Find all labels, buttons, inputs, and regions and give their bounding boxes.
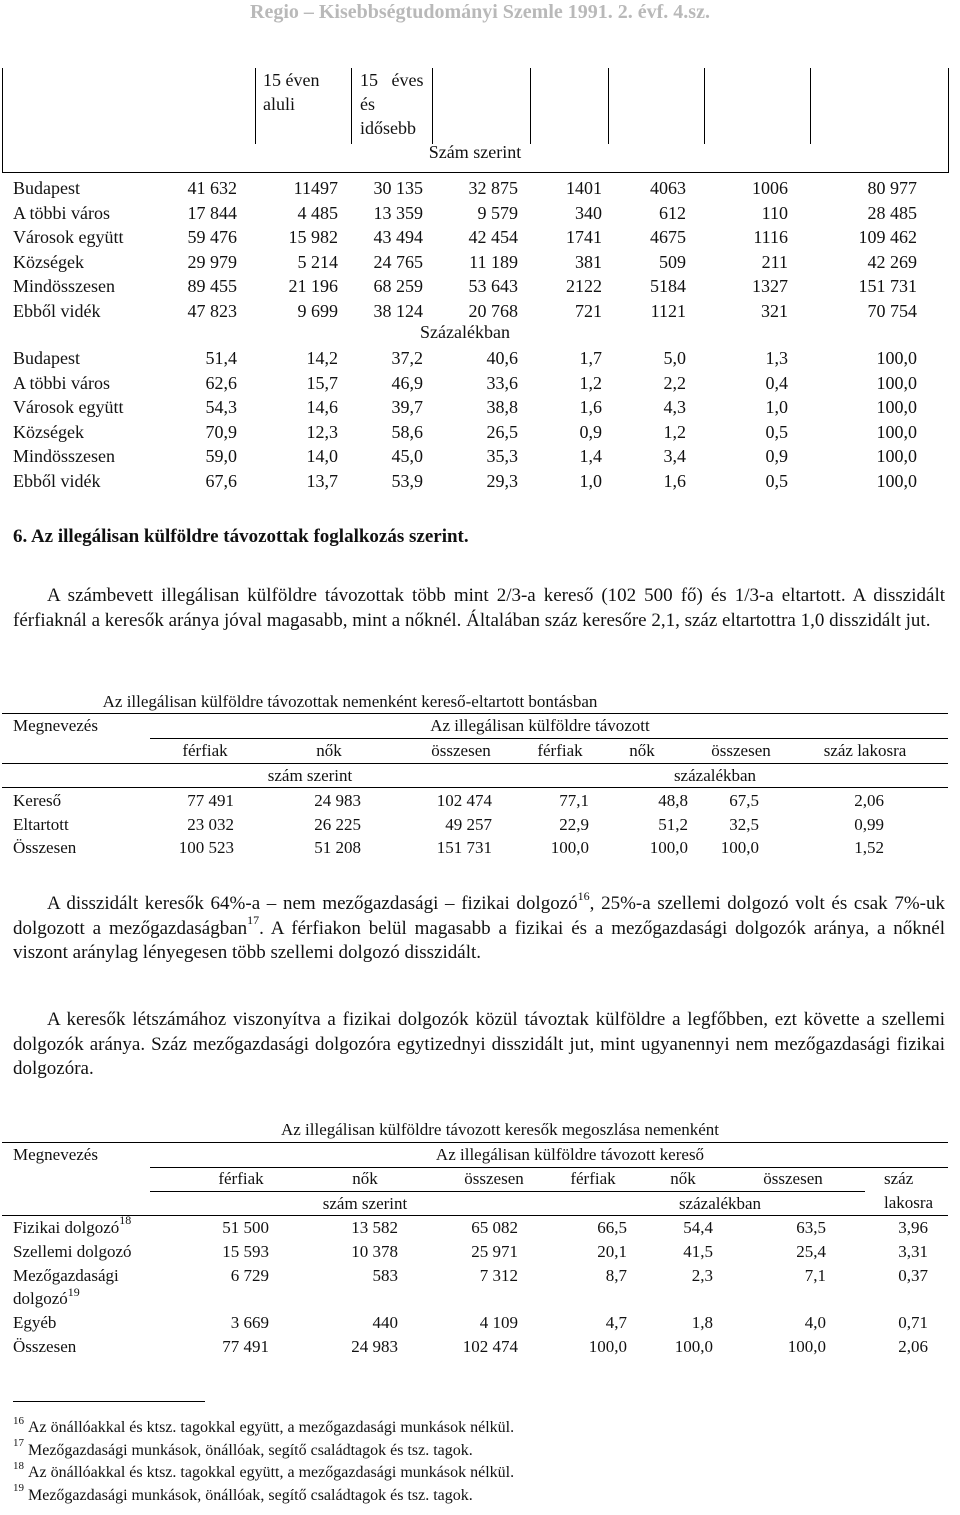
section-6-title: 6. Az illegálisan külföldre távozottak foglalkozás szerint. [13,526,469,547]
t3-cell: 0,37 [898,1265,928,1285]
t3-subhead: nők [670,1169,696,1188]
t1-cell: 1,2 [663,421,686,442]
t3-caption: Az illegálisan külföldre távozott keresők megoszlása nemenként [280,1120,720,1139]
footnote-text: Az önállóakkal és ktsz. tagokkal együtt, a mezőgazdasági munkások nélkül. [28,1464,515,1481]
t1-cell: 32 875 [468,178,518,198]
paragraph-1 [13,584,945,633]
t1-cell: 68 259 [373,276,423,297]
t1-cell: 14,6 [306,397,338,418]
t2-row-label: Kereső [13,791,62,810]
t1-cell: 29,3 [486,471,518,491]
footnote-text: Mezőgazdasági munkások, önállóak, segítő családtagok és tsz. tagok. [28,1441,473,1459]
t3-cell: 15 593 [222,1241,269,1261]
footnote-text: Az önállóakkal és ktsz. tagokkal együtt, a mezőgazdasági munkások nélkül. [28,1419,515,1436]
t3-last-head [884,1167,944,1215]
t3-col-label: Megnevezés [13,1145,98,1164]
t3-cell: 4,0 [804,1313,826,1333]
t1-cell: 67,6 [205,471,237,491]
t3-group-head: Az illegálisan külföldre távozott kereső [435,1145,705,1164]
t2-subhead: férfiak [537,741,583,760]
t1-cell: 11497 [293,178,338,198]
t3-last-head-l1: száz [884,1169,914,1188]
t3-cell: 440 [372,1313,398,1333]
t1-cell: 1741 [566,227,602,248]
t1-cell: 40,6 [486,348,518,368]
t2-cell: 32,5 [729,814,759,834]
t1-cell: 15 982 [288,227,338,248]
t2-cell: 100,0 [550,838,589,858]
t3-cell: 66,5 [597,1218,627,1237]
t1-head-col2-line1: 15 éven [263,70,320,90]
t1-cell: 58,6 [391,421,423,442]
t1-cell: 42 454 [468,227,518,248]
t3-cell: 7 312 [479,1265,518,1285]
t3-row-label [13,1311,56,1335]
t1-cell: 26,5 [486,421,518,442]
t3-row-label-text: dolgozó [13,1289,68,1309]
t1-cell: 100,0 [876,372,917,393]
t1-cell: 54,3 [205,397,237,418]
t1-cell: 2122 [566,276,602,297]
t2-cell: 26 225 [314,814,361,834]
t1-cell: 51,4 [205,348,237,368]
t1-cell: 0,9 [579,421,602,442]
t1-row-label: A többi város [13,202,110,223]
t1-cell: 509 [659,251,686,272]
t1-cell: 38,8 [486,397,518,418]
t1-cell: 1116 [753,227,788,248]
paragraph-1-text: A számbevett illegálisan külföldre távozottak több mint 2/3-a kereső (102 500 fő) és 1/3-a eltartott. A disszidált férfiaknál a keresők aránya jóval magasabb, mint a nőknél. Általában száz keresőre 2,1, száz eltartottra 1,0 disszidált jut. [13,585,945,631]
t1-cell: 4675 [650,227,686,248]
t1-cell: 151 731 [858,276,917,297]
t3-cell: 100,0 [787,1337,826,1356]
footnote-number: 19 [13,1482,24,1495]
t1-cell: 59,0 [205,446,237,467]
t3-last-head-l2: lakosra [884,1193,934,1212]
t1-cell: 15,7 [306,372,338,393]
t1-cell: 340 [575,202,602,223]
t3-cell: 6 729 [230,1265,269,1285]
t1-cell: 53 643 [468,276,518,297]
t2-cell: 0,99 [854,814,884,834]
t1-row-label: Községek [13,421,84,442]
t1-cell: 9 579 [477,202,518,223]
t1-cell: 47 823 [187,301,237,321]
paragraph-2-part-a: A disszidált keresők 64%-a – nem mezőgazdasági – fizikai dolgozó [47,893,578,914]
t1-cell: 13,7 [306,471,338,491]
t2-cell: 24 983 [314,791,361,810]
t1-cell: 41 632 [187,178,237,198]
t3-unit-abs: szám szerint [322,1194,408,1213]
t1-head-col3 [360,68,430,140]
t1-cell: 100,0 [876,421,917,442]
t1-cell: 1,6 [579,397,602,418]
t1-cell: 0,4 [765,372,788,393]
t1-cell: 5,0 [663,348,686,368]
footnote-number: 17 [13,1437,24,1450]
t3-cell: 20,1 [597,1241,627,1261]
t1-cell: 211 [761,251,788,272]
t1-cell: 42 269 [867,251,917,272]
t1-cell: 1,4 [579,446,602,467]
t1-cell: 612 [659,202,686,223]
t1-row-label: Városok együtt [13,227,124,248]
paragraph-3-text: A keresők létszámához viszonyítva a fizikai dolgozók közül távoztak külföldre a legfőbben, ezt követte a szellemi dolgozók aránya. Száz mezőgazdasági dolgozóra egytizednyi disszidált jut, mint ugyanennyi nem mezőgazdasági fizikai dolgozóra. [13,1009,945,1080]
t1-cell: 28 485 [867,202,917,223]
t3-cell: 2,06 [898,1337,928,1356]
t1-cell: 100,0 [876,446,917,467]
t3-cell: 2,3 [691,1265,713,1285]
t3-cell: 3,31 [898,1241,928,1261]
t3-cell: 0,71 [898,1313,928,1333]
t1-cell: 3,4 [663,446,686,467]
t2-cell: 51,2 [658,814,688,834]
t2-unit-pct: százalékban [673,766,757,785]
paragraph-3 [13,1008,945,1082]
t2-cell: 100,0 [720,838,759,858]
t1-cell: 100,0 [876,471,917,491]
t2-cell: 23 032 [187,814,234,834]
t1-row-label: Ebből vidék [13,301,101,321]
t1-cell: 62,6 [205,372,237,393]
t1-cell: 24 765 [373,251,423,272]
t1-cell: 14,2 [306,348,338,368]
t1-cell: 0,5 [765,471,788,491]
t3-cell: 63,5 [796,1218,826,1237]
t1-row-label: A többi város [13,372,110,393]
t1-cell: 1401 [566,178,602,198]
t1-cell: 321 [761,301,788,321]
t2-cell: 51 208 [314,838,361,858]
t1-cell: 1,7 [579,348,602,368]
t1-cell: 110 [761,202,788,223]
t2-cell: 102 474 [436,791,492,810]
t1-section-abs: Szám szerint [428,142,522,162]
t2-row-label: Eltartott [13,814,69,834]
t2-subhead: száz lakosra [823,741,907,760]
t2-unit-abs: szám szerint [267,766,353,785]
t3-subhead: férfiak [570,1169,616,1188]
t3-row-label [13,1213,132,1240]
t2-group-head: Az illegálisan külföldre távozott [430,716,650,735]
t1-cell: 45,0 [391,446,423,467]
t2-cell: 151 731 [436,838,492,858]
t1-cell: 37,2 [391,348,423,368]
t1-cell: 100,0 [876,397,917,418]
t1-cell: 5 214 [297,251,338,272]
t1-cell: 43 494 [373,227,423,248]
t3-cell: 1,8 [691,1313,713,1333]
t1-head-col3-w3: és [360,94,375,114]
t1-cell: 4,3 [663,397,686,418]
t1-head-col3-w1: 15 [360,70,378,90]
t1-cell: 13 359 [373,202,423,223]
t1-head-col2-line2: aluli [263,94,295,114]
t3-row-label-text: Fizikai dolgozó [13,1218,120,1237]
t1-cell: 53,9 [391,471,423,491]
t2-cell: 100 523 [178,838,234,858]
t1-cell: 1,2 [579,372,602,393]
t1-cell: 0,5 [765,421,788,442]
t1-cell: 12,3 [306,421,338,442]
t2-subhead: összesen [431,741,491,760]
t1-row-label: Mindösszesen [13,446,115,467]
t3-cell: 77 491 [222,1337,269,1356]
t3-subheads [0,1167,960,1191]
t1-row-label: Községek [13,251,84,272]
t1-cell: 17 844 [187,202,237,223]
t1-cell: 20 768 [468,301,518,321]
paragraph-2-part-c: . A férfiakon belül magasabb a fizikai és a mezőgazdasági dolgozók aránya, a nőknél viszont aránylag lényegesen több szellemi dolgozó disszidált. [13,917,945,964]
t2-cell: 2,06 [854,791,884,810]
t3-cell: 102 474 [462,1337,518,1356]
t3-row-label-text: Összesen [13,1337,77,1356]
t2-cell: 100,0 [649,838,688,858]
t1-cell: 30 135 [373,178,423,198]
t3-cell: 10 378 [351,1241,398,1261]
t1-cell: 38 124 [373,301,423,321]
paragraph-2 [13,888,945,966]
t1-cell: 1121 [650,301,686,321]
t3-cell: 41,5 [683,1241,713,1261]
footnote-19 [13,1482,473,1506]
t3-subhead: nők [352,1169,378,1188]
t1-cell: 4 485 [297,202,338,223]
t2-caption: Az illegálisan külföldre távozottak nemenként kereső-eltartott bontásban [102,692,598,711]
t1-cell: 39,7 [391,397,423,418]
t1-head-col3-w4: idősebb [360,118,416,138]
t3-subhead: összesen [464,1169,524,1188]
t3-unit-pct: százalékban [678,1194,762,1213]
t1-cell: 721 [575,301,602,321]
t2-subhead: férfiak [182,741,228,760]
t2-cell: 22,9 [559,814,589,834]
t2-cell: 77 491 [187,791,234,810]
t3-row-label [13,1240,132,1264]
t2-col-label: Megnevezés [13,716,98,735]
t1-cell: 1006 [752,178,788,198]
t1-cell: 381 [575,251,602,272]
t3-cell: 51 500 [222,1218,269,1237]
t3-cell: 4 109 [479,1313,518,1333]
t1-cell: 1,0 [765,397,788,418]
t1-cell: 1,6 [663,471,686,491]
t3-row-label [13,1284,80,1311]
t1-head-col2 [263,68,343,116]
t1-cell: 5184 [650,276,686,297]
t1-section-pct: Százalékban [420,322,510,342]
t2-cell: 49 257 [445,814,492,834]
t1-cell: 9 699 [297,301,338,321]
t1-cell: 33,6 [486,372,518,393]
t1-cell: 46,9 [391,372,423,393]
t1-row-label: Városok együtt [13,397,124,418]
t2-cell: 48,8 [658,791,688,810]
t3-footnote-ref[interactable]: 18 [119,1213,132,1228]
t1-cell: 35,3 [486,446,518,467]
t3-cell: 100,0 [674,1337,713,1356]
t1-row-label: Ebből vidék [13,471,101,491]
running-header: Regio – Kisebbségtudományi Szemle 1991. 2. évf. 4.sz. [250,1,710,23]
t1-cell: 109 462 [858,227,917,248]
t1-cell: 4063 [650,178,686,198]
t2-cell: 77,1 [559,791,589,810]
t1-cell: 70 754 [867,301,917,321]
t1-cell: 14,0 [306,446,338,467]
t2-subhead: nők [629,741,655,760]
t1-cell: 1327 [752,276,788,297]
t3-row-label-text: Egyéb [13,1313,57,1333]
t1-cell: 70,9 [205,421,237,442]
t3-cell: 100,0 [588,1337,627,1356]
t2-subheads [0,739,960,763]
t3-cell: 583 [372,1265,398,1285]
t1-cell: 100,0 [876,348,917,368]
footnote-text: Mezőgazdasági munkások, önállóak, segítő családtagok és tsz. tagok. [28,1486,473,1504]
t3-cell: 65 082 [471,1218,518,1237]
footnote-ref-16[interactable]: 16 [577,888,590,903]
t2-subhead: összesen [711,741,771,760]
t3-subhead: férfiak [218,1169,264,1188]
t3-row-label [13,1335,76,1359]
t2-cell: 67,5 [729,791,759,810]
t1-row-label: Mindösszesen [13,276,115,297]
footnote-18 [13,1459,515,1483]
t3-cell: 7,1 [804,1265,826,1285]
t1-cell: 59 476 [187,227,237,248]
t1-cell: 1,3 [765,348,788,368]
t1-cell: 1,0 [579,471,602,491]
t2-cell: 1,52 [854,838,884,858]
t3-cell: 25,4 [796,1241,826,1261]
t1-cell: 11 189 [469,251,518,272]
footnote-number: 18 [13,1459,24,1472]
t1-cell: 80 977 [867,178,917,198]
t3-cell: 8,7 [605,1265,627,1285]
t3-cell: 3 669 [230,1313,269,1333]
t3-subhead: összesen [763,1169,823,1188]
t3-row-label [13,1264,119,1288]
t3-cell: 24 983 [351,1337,398,1356]
t1-row-label: Budapest [13,348,80,368]
t1-cell: 21 196 [288,276,338,297]
t2-row-label: Összesen [13,838,77,858]
t1-cell: 89 455 [187,276,237,297]
t1-cell: 0,9 [765,446,788,467]
t3-cell: 4,7 [605,1313,627,1333]
footnote-number: 16 [13,1414,24,1427]
t1-row-label: Budapest [13,178,80,198]
t3-cell: 25 971 [471,1241,518,1261]
paragraph-2-part-b: , 25%-a szellemi dolgozó volt és csak 7%-uk dolgozott a mezőgazdaságban [13,893,945,939]
t3-cell: 3,96 [898,1218,928,1237]
t3-footnote-ref[interactable]: 19 [67,1284,80,1299]
t1-head-col3-w2: éves [391,70,424,90]
footnote-17 [13,1437,473,1461]
footnote-16 [13,1414,515,1438]
t3-row-label-text: Mezőgazdasági [13,1265,119,1285]
footnote-ref-17[interactable]: 17 [247,913,260,928]
t3-row-label-text: Szellemi dolgozó [13,1241,132,1261]
t2-subhead: nők [316,741,342,760]
t3-cell: 54,4 [683,1218,713,1237]
t1-cell: 29 979 [187,251,237,272]
t3-cell: 13 582 [351,1218,398,1237]
t1-cell: 2,2 [663,372,686,393]
